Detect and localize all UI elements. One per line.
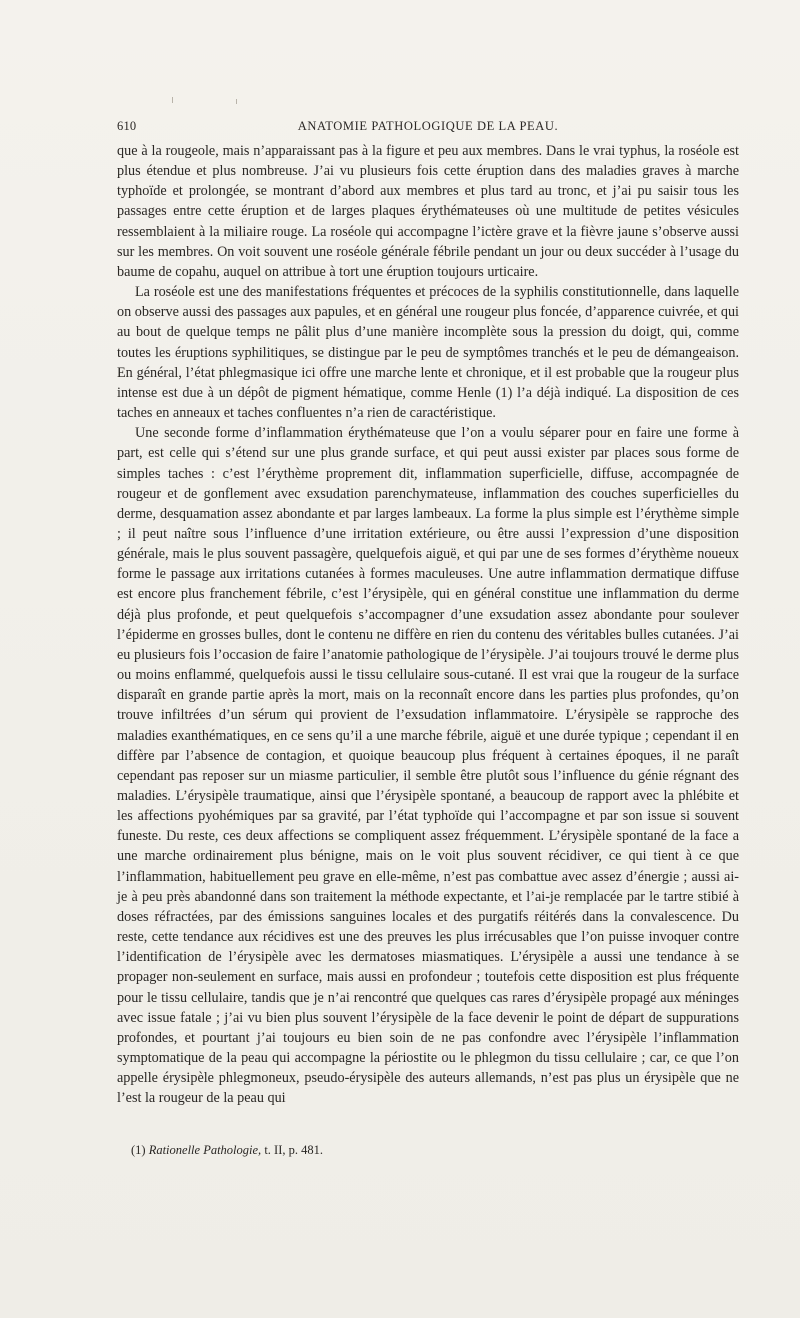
- paragraph: que à la rougeole, mais n’apparaissant pas à la figure et peu aux membres. Dans le vrai typhus, la roséole est plus étendue et plus nombreuse. J’ai vu plusieurs fois cette éruption dans des maladies graves à marche typhoïde et prolongée, se montrant d’abord aux membres et plus tard au tronc, et j’ai pu saisir tous les passages entre cette éruption et de larges plaques érythémateuses où une multitude de petites vésicules ressemblaient à la miliaire rouge. La roséole qui accompagne l’ictère grave et la fièvre jaune s’observe aussi sur les membres. On voit souvent une roséole générale fébrile pendant un jour ou deux succéder à l’usage du baume de copahu, auquel on attribue à tort une éruption toujours urticaire.: [117, 143, 739, 280]
- footnote-title: Rationelle Pathologie,: [148, 1143, 262, 1157]
- footnote: [131, 1142, 731, 1158]
- scan-speck: [172, 97, 173, 103]
- paragraph: Une seconde forme d’inflammation érythémateuse que l’on a voulu séparer pour en faire une forme à part, est celle qui s’étend sur une plus grande surface, et qui peut aussi exister par places sous forme de simples taches : c’est l’érythème proprement dit, inflammation superficielle, diffuse, accompagnée de rougeur et de gonflement avec exsudation parenchymateuse, inflammation des couches superficielles du derme, desquamation assez abondante et par larges lambeaux. La forme la plus simple est l’érythème simple ; il peut naître sous l’influence d’une irritation extérieure, ou être aussi l’expression d’une disposition générale, mais le plus souvent passagère, quelquefois aiguë, et qui par une de ses formes d’érythème noueux forme le passage aux irritations cutanées à formes maculeuses. Une autre inflammation dermatique diffuse est encore plus franchement fébrile, c’est l’érysipèle, qui en général constitue une inflammation du derme déjà plus profonde, et peut quelquefois s’accompagner d’une exsudation assez abondante pour soulever l’épiderme en grosses bulles, dont le contenu ne diffère en rien du contenu des véritables bulles cutanées. J’ai eu plusieurs fois l’occasion de faire l’anatomie pathologique de l’érysipèle. J’ai toujours trouvé le derme plus ou moins enflammé, quelquefois aussi le tissu cellulaire sous-cutané. Il est vrai que la rougeur de la surface disparaît en grande partie après la mort, mais on la reconnaît encore dans les parties plus profondes, qu’on trouve infiltrées d’un sérum qui provient de l’exsudation inflammatoire. L’érysipèle se rapproche des maladies exanthématiques, en ce sens qu’il a une marche fébrile, aiguë et une durée typique ; cependant il en diffère par l’absence de contagion, et quoique beaucoup plus fréquent à certaines époques, il ne paraît cependant pas reposer sur un miasme particulier, il semble être plutôt sous l’influence du génie régnant des maladies. L’érysipèle traumatique, ainsi que l’érysipèle spontané, a beaucoup de rapport avec la phlébite et les affections pyohémiques par sa gravité, par l’état typhoïde qui l’accompagne et par son issue si souvent funeste. Du reste, ces deux affections se compliquent assez fréquemment. L’érysipèle spontané de la face a une marche ordinairement plus bénigne, mais on le voit plus souvent récidiver, ce qui tient à ce que l’inflammation, habituellement peu grave en elle-même, n’est pas combattue avec assez d’énergie ; aussi ai-je à peu près abandonné dans son traitement la méthode expectante, et l’ai-je remplacée par le tartre stibié à doses réfractées, par des émissions sanguines locales et des purgatifs réitérés dans la convalescence. Du reste, cette tendance aux récidives est une des preuves les plus irrécusables que l’on puisse invoquer contre l’identification de l’érysipèle avec les dermatoses miasmatiques. L’érysipèle a aussi une tendance à se propager non-seulement en surface, mais aussi en profondeur ; toutefois cette disposition est plus fréquente pour le tissu cellulaire, tandis que je n’ai rencontré que quelques cas rares d’érysipèle propagé aux méninges avec issue fatale ; j’ai vu bien plus souvent l’érysipèle de la face devenir le point de départ de suppurations profondes, et pourtant j’ai toujours eu bien soin de ne pas confondre avec l’érysipèle l’inflammation symptomatique de la peau qui accompagne la périostite ou le phlegmon du tissu cellulaire ; car, ce que l’on appelle érysipèle phlegmoneux, pseudo-érysipèle des auteurs allemands, n’est pas plus un érysipèle que ne l’est la rougeur de la peau qui: [117, 425, 739, 1107]
- paragraph: La roséole est une des manifestations fréquentes et précoces de la syphilis constitutionnelle, dans laquelle on observe aussi des passages aux papules, et en général une rougeur plus foncée, d’apparence cuivrée, et qui au bout de quelque temps ne pâlit plus d’une manière incomplète sous la pression du doigt, qui, comme toutes les éruptions syphilitiques, se distingue par le peu de symptômes tranchés et le peu de démangeaison. En général, l’état phlegmasique ici offre une marche lente et chronique, et il est probable que la rougeur plus intense est due à un dépôt de pigment hématique, comme Henle (1) l’a déjà indiqué. La disposition de ces taches en anneaux et taches confluentes n’a rien de caractéristique.: [117, 284, 739, 422]
- running-title: ANATOMIE PATHOLOGIQUE DE LA PEAU.: [297, 119, 559, 133]
- footnote-marker: (1): [131, 1143, 146, 1157]
- running-header: [117, 119, 739, 139]
- footnote-reference: t. II, p. 481.: [264, 1143, 323, 1157]
- page-number: 610: [117, 119, 137, 133]
- scan-speck: [236, 99, 237, 104]
- body-text: [117, 141, 739, 1109]
